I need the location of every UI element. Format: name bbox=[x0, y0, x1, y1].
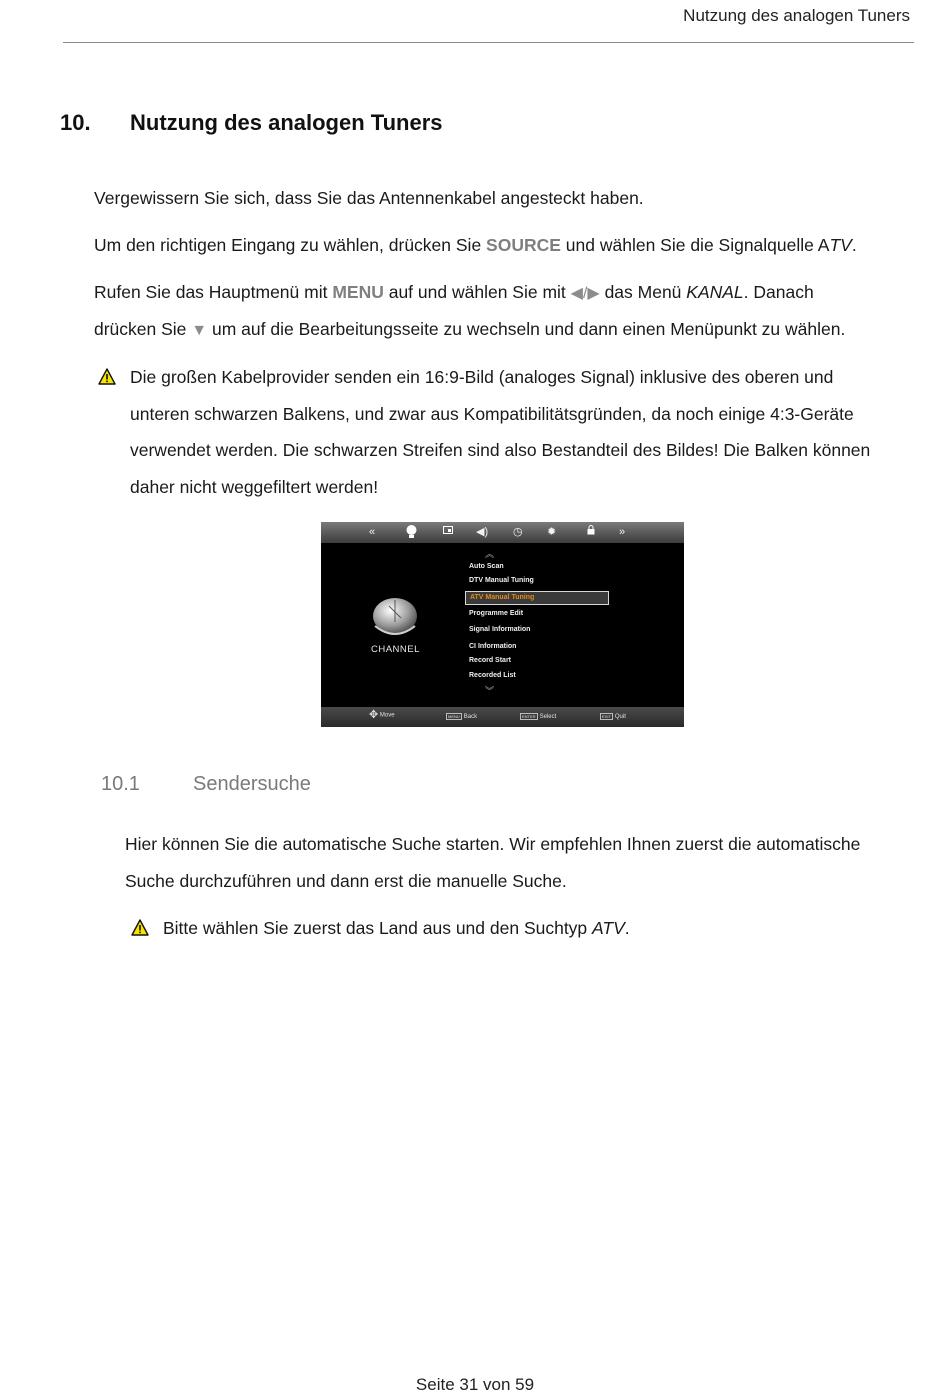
scroll-up-icon: ︽ bbox=[485, 549, 495, 559]
dpad-icon: ✥ bbox=[369, 709, 379, 721]
paragraph-antenna: Vergewissern Sie sich, dass Sie das Antennenkabel angesteckt haben. bbox=[94, 188, 644, 208]
subsection-title: Sendersuche bbox=[193, 773, 311, 795]
lock-tab-icon bbox=[587, 525, 595, 539]
tv-menu-item[interactable]: Signal Information bbox=[469, 626, 531, 633]
tv-menu-item[interactable]: DTV Manual Tuning bbox=[469, 577, 534, 584]
text-segment: und wählen Sie die Signalquelle A bbox=[560, 235, 830, 255]
tv-menu-screenshot bbox=[321, 522, 684, 727]
satellite-dish-icon bbox=[371, 596, 419, 640]
atv-italic: ATV bbox=[592, 918, 625, 938]
quit-hint bbox=[600, 712, 626, 722]
section-number: 10. bbox=[60, 110, 91, 135]
hint-label: Select bbox=[539, 714, 557, 720]
warning-icon bbox=[131, 919, 149, 936]
paragraph-source bbox=[94, 235, 857, 256]
tv-menu-item[interactable]: Programme Edit bbox=[469, 610, 524, 617]
tv-menu-category: CHANNEL bbox=[371, 644, 420, 655]
text-segment: auf und wählen Sie mit bbox=[383, 282, 571, 302]
clock-tab-icon: ◷ bbox=[513, 526, 523, 538]
select-hint bbox=[520, 712, 556, 722]
tv-menu-item-selected[interactable]: ATV Manual Tuning bbox=[465, 591, 609, 605]
tv-menu-hintbar bbox=[321, 707, 684, 727]
note-country bbox=[163, 918, 630, 939]
note-line: unteren schwarzen Balkens, und zwar aus Kompatibilitätsgründen, da noch einige 4:3-Geräte bbox=[130, 403, 854, 424]
left-right-arrows-icon: ◀/▶ bbox=[570, 285, 600, 302]
enter-key-icon: ENTER bbox=[522, 713, 536, 719]
text-segment: . Danach bbox=[743, 282, 814, 302]
tv-menu-item[interactable]: Record Start bbox=[469, 657, 512, 664]
note-line: daher nicht weggefiltert werden! bbox=[130, 476, 379, 497]
exit-key-icon: EXIT bbox=[602, 713, 611, 719]
menu-key-label: MENU bbox=[332, 282, 384, 302]
header-rule bbox=[63, 42, 914, 43]
text-segment: Rufen Sie das Hauptmenü mit bbox=[94, 282, 333, 302]
hint-label: Back bbox=[463, 714, 478, 720]
text-segment: drücken Sie bbox=[94, 319, 192, 339]
text-segment: . bbox=[851, 235, 857, 255]
paragraph-search-line2: Suche durchzuführen und dann erst die manuelle Suche. bbox=[125, 871, 567, 891]
channel-tab-icon bbox=[405, 524, 418, 543]
tv-menu-item[interactable]: Recorded List bbox=[469, 672, 516, 679]
text-segment: das Menü bbox=[599, 282, 687, 302]
kanal-italic: KANAL bbox=[686, 282, 744, 302]
picture-tab-icon bbox=[443, 525, 453, 539]
tv-menu-topbar bbox=[321, 522, 684, 543]
double-left-icon: « bbox=[369, 526, 376, 538]
note-widescreen bbox=[130, 359, 870, 505]
scroll-down-icon: ︾ bbox=[485, 686, 495, 696]
source-key-label: SOURCE bbox=[486, 235, 561, 255]
note-line: verwendet werden. Die schwarzen Streifen sind also Bestandteil des Bildes! Die Balken können bbox=[130, 440, 871, 460]
tv-menu-item[interactable]: Auto Scan bbox=[469, 563, 504, 570]
paragraph-menu-cont bbox=[94, 319, 845, 340]
hint-label: Quit bbox=[614, 714, 626, 720]
sound-tab-icon: ◀) bbox=[476, 526, 489, 538]
back-hint bbox=[446, 712, 477, 722]
menu-key-icon: MENU bbox=[448, 713, 460, 719]
subsection-heading bbox=[101, 773, 311, 796]
text-segment: . bbox=[624, 918, 630, 938]
note-line: Die großen Kabelprovider senden ein 16:9-Bild (analoges Signal) inklusive des oberen und bbox=[130, 367, 834, 387]
text-segment: um auf die Bearbeitungsseite zu wechseln und dann einen Menüpunkt zu wählen. bbox=[207, 319, 846, 339]
warning-icon bbox=[98, 368, 116, 385]
double-right-icon: » bbox=[619, 526, 626, 538]
gear-tab-icon: ✹ bbox=[547, 526, 557, 538]
hint-label: Move bbox=[379, 712, 395, 719]
paragraph-search-line1: Hier können Sie die automatische Suche starten. Wir empfehlen Ihnen zuerst die automatische bbox=[125, 834, 861, 854]
tv-menu-item[interactable]: CI Information bbox=[469, 643, 517, 650]
subsection-number: 10.1 bbox=[101, 773, 140, 795]
text-segment: Um den richtigen Eingang zu wählen, drücken Sie bbox=[94, 235, 487, 255]
move-hint bbox=[369, 710, 395, 721]
atv-italic: TV bbox=[829, 235, 852, 255]
text-segment: Bitte wählen Sie zuerst das Land aus und den Suchtyp bbox=[163, 918, 593, 938]
page-footer: Seite 31 von 59 bbox=[415, 1375, 535, 1394]
down-arrow-icon: ▼ bbox=[191, 322, 208, 339]
paragraph-menu bbox=[94, 282, 814, 303]
running-header: Nutzung des analogen Tuners bbox=[683, 6, 910, 25]
section-title: Nutzung des analogen Tuners bbox=[130, 110, 443, 135]
